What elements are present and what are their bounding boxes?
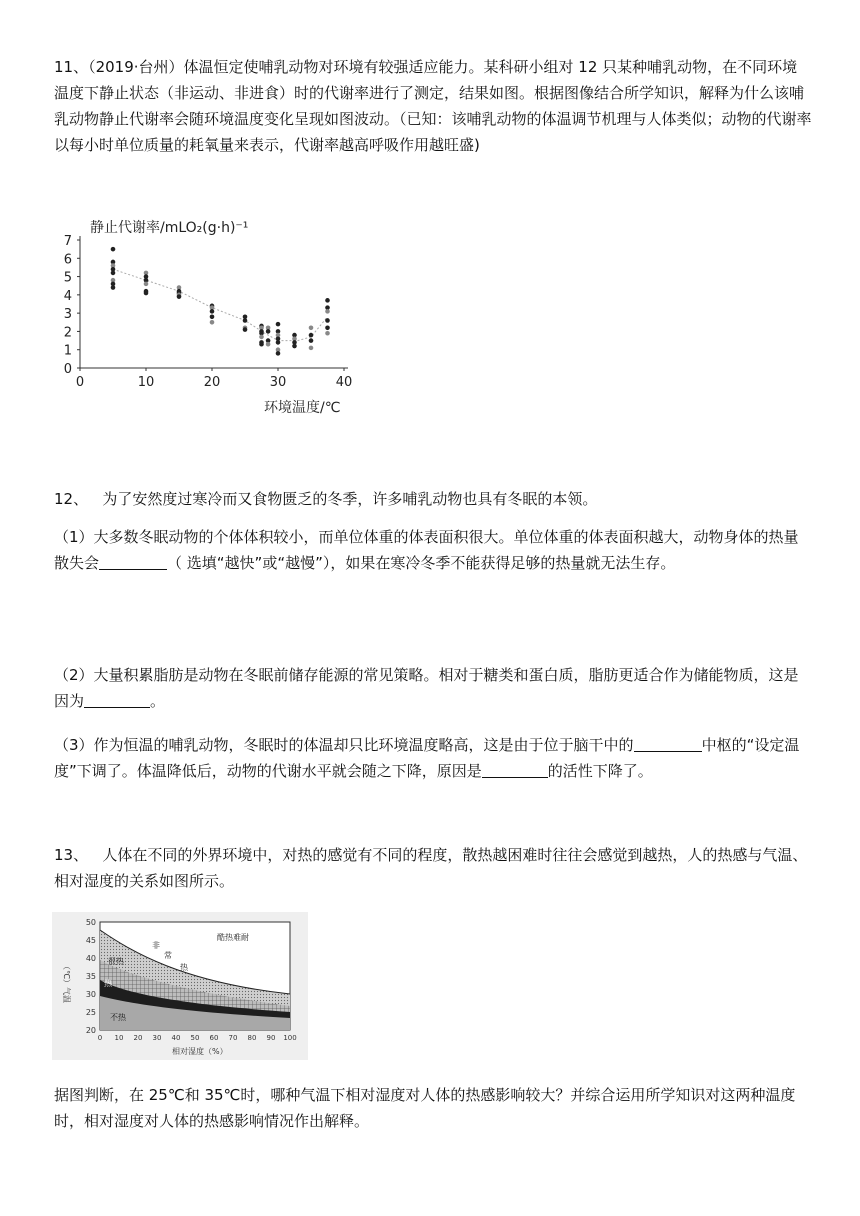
data-point [243, 327, 248, 332]
x-tick-label: 50 [190, 1034, 200, 1042]
part-text: （ 选填“越快”或“越慢”），如果在寒冷冬季不能获得足够的热量就无法生存。 [167, 554, 676, 572]
region-label: 酷热难耐 [217, 933, 249, 942]
x-tick-label: 20 [203, 375, 221, 390]
data-point [325, 331, 330, 336]
part-text: 。 [150, 692, 166, 710]
data-point [259, 342, 264, 347]
y-tick-label: 5 [63, 270, 72, 286]
answer-blank[interactable] [482, 761, 548, 778]
y-tick-label: 35 [85, 972, 96, 981]
region-label: 很热 [108, 957, 124, 966]
data-point [144, 291, 149, 296]
data-point [243, 318, 248, 323]
y-axis-label: 静止代谢率/mLO₂(g·h)⁻¹ [90, 220, 249, 236]
question-12-intro [54, 486, 812, 512]
data-point [325, 325, 330, 330]
data-point [210, 320, 215, 325]
x-tick-label: 100 [283, 1034, 297, 1042]
data-point [309, 346, 314, 351]
region-label: 热 [104, 979, 112, 988]
x-tick-label: 30 [152, 1034, 162, 1042]
data-point [325, 309, 330, 314]
data-point [259, 335, 264, 340]
y-tick-label: 1 [63, 343, 72, 359]
data-point [309, 325, 314, 330]
data-point [111, 285, 116, 290]
y-tick-label: 2 [63, 325, 72, 341]
x-axis-label: 环境温度/℃ [264, 400, 341, 416]
x-tick-label: 70 [228, 1034, 238, 1042]
data-point [266, 329, 271, 334]
data-point [210, 309, 215, 314]
question-text: 为了安然度过寒冷而又食物匮乏的冬季，许多哺乳动物也具有冬眠的本领。 [102, 490, 598, 508]
answer-blank[interactable] [84, 691, 150, 708]
data-point [276, 322, 281, 327]
part-text: （3）作为恒温的哺乳动物，冬眠时的体温却只比环境温度略高，这是由于位于脑干中的 [54, 736, 634, 754]
question-12-part-3 [54, 732, 812, 784]
x-tick-label: 80 [247, 1034, 257, 1042]
metabolic-rate-chart [54, 212, 364, 424]
data-point [266, 342, 271, 347]
y-tick-label: 25 [85, 1008, 96, 1017]
question-text: （2019·台州）体温恒定使哺乳动物对环境有较强适应能力。某科研小组对 12 只某种哺乳动物，在不同环境温度下静止状态（非运动、非进食）时的代谢率进行了测定，结果如图。根据图像结合所学知识，解释为什么该哺乳动物静止代谢率会随环境温度变化呈现如图波动。（已知：该哺乳动物的体温调节机理与人体类似；动物的代谢率以每小时单位质量的耗氧量来表示，代谢率越高呼吸作用越旺盛) [54, 58, 812, 154]
data-point [325, 298, 330, 303]
data-point [111, 271, 116, 276]
part-text: （1）大多数冬眠动物的个体体积较小，而单位体重的体表面积很大。单位体重的体表面积越大，动物身体的热量散失会 [54, 528, 799, 572]
region-label: 常 [164, 951, 172, 960]
x-tick-label: 30 [269, 375, 287, 390]
question-text: 据图判断，在 25℃和 35℃时，哪种气温下相对湿度对人体的热感影响较大？并综合运用所学知识对这两种温度时，相对湿度对人体的热感影响情况作出解释。 [54, 1086, 796, 1130]
question-number: 13、 [54, 846, 89, 864]
x-tick-label: 0 [97, 1034, 103, 1042]
data-point [309, 333, 314, 338]
part-text: （2）大量积累脂肪是动物在冬眠前储存能源的常见策略。相对于糖类和蛋白质，脂肪更适合作为储能物质，这是因为 [54, 666, 799, 710]
y-tick-label: 7 [63, 234, 72, 249]
y-tick-label: 50 [85, 918, 96, 927]
y-tick-label: 45 [85, 936, 96, 945]
data-point [292, 344, 297, 349]
region-label: 不热 [110, 1013, 126, 1022]
x-tick-label: 40 [335, 375, 353, 390]
question-12-part-2 [54, 662, 812, 714]
data-point [276, 351, 281, 356]
x-tick-label: 0 [75, 375, 85, 390]
x-tick-label: 10 [137, 375, 155, 390]
part-text: 的活性下降了。 [547, 762, 653, 780]
y-tick-label: 4 [63, 288, 72, 304]
y-tick-label: 0 [63, 362, 72, 377]
question-13-prompt [54, 1082, 812, 1134]
question-11 [54, 54, 812, 158]
x-tick-label: 60 [209, 1034, 219, 1042]
data-point [210, 315, 215, 320]
question-text: 人体在不同的外界环境中，对热的感觉有不同的程度，散热越困难时往往会感觉到越热，人的热感与气温、相对湿度的关系如图所示。 [54, 846, 808, 890]
answer-blank[interactable] [634, 735, 702, 752]
region-label: 非 [152, 941, 160, 950]
x-tick-label: 10 [114, 1034, 124, 1042]
question-13 [54, 842, 812, 894]
answer-blank[interactable] [99, 553, 167, 570]
y-tick-label: 30 [85, 990, 96, 999]
x-tick-label: 20 [133, 1034, 143, 1042]
y-tick-label: 20 [85, 1026, 96, 1035]
data-point [309, 338, 314, 343]
question-12-part-1 [54, 524, 812, 576]
data-point [111, 247, 116, 252]
data-point [177, 294, 182, 299]
data-point [325, 318, 330, 323]
data-point [144, 282, 149, 287]
y-tick-label: 40 [85, 954, 96, 963]
question-number: 11、 [54, 58, 89, 76]
region-label: 热 [180, 963, 188, 972]
x-tick-label: 40 [171, 1034, 181, 1042]
part-text: 中枢的“设定温度”下调了。体温降低后，动物的代谢水平就会随之下降，原因是 [54, 736, 800, 780]
question-number: 12、 [54, 490, 89, 508]
x-axis-label: 相对湿度（%） [172, 1047, 228, 1056]
y-axis-label: （℃）气温 [62, 962, 71, 1003]
heat-sensation-chart [52, 912, 308, 1060]
x-tick-label: 90 [266, 1034, 276, 1042]
y-tick-label: 6 [63, 252, 72, 268]
y-tick-label: 3 [63, 307, 72, 323]
data-point [276, 340, 281, 345]
